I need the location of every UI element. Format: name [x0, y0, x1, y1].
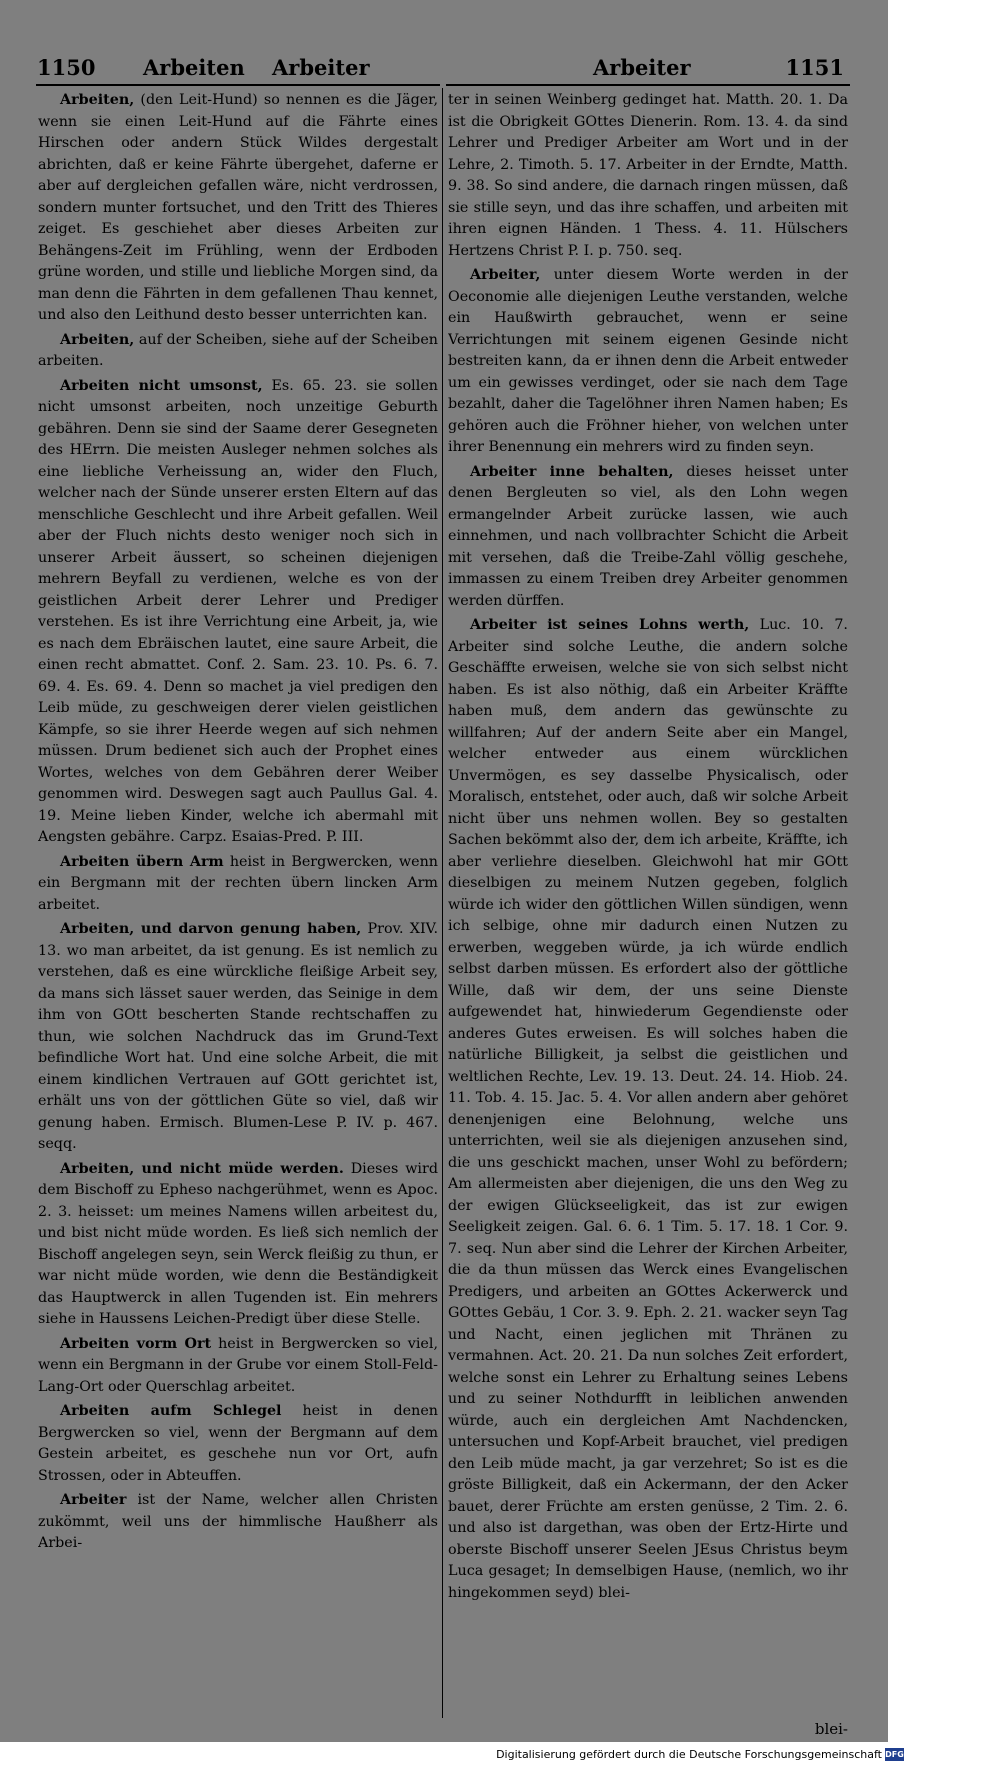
entry	[38, 1334, 438, 1399]
entry	[38, 376, 438, 849]
entry-text: heist in Bergwercken so viel, wenn ein Bergmann in der Grube vor einem Stoll-Feld-Lang-Ort oder Querschlag arbeitet.	[38, 1335, 438, 1395]
entry-headword: Arbeiten vorm Ort	[60, 1335, 212, 1352]
entry-continuation	[448, 90, 848, 262]
entry-text: dieses heisset unter denen Bergleuten so viel, als den Lohn wegen ermangelnder Arbeit zurücke lassen, wie auch einnehmen, und nach vollbrachter Schicht die Arbeit mit versehen, daß die Treibe-Zahl völlig geschehe, immassen zu einem Treiben drey Arbeiter genommen werden dürffen.	[448, 463, 848, 609]
header-keyword-right: Arbeiter	[593, 55, 691, 80]
entry	[38, 90, 438, 327]
entry-text: Dieses wird dem Bischoff zu Epheso nachgerühmet, wenn es Apoc. 2. 3. heisset: um meines Namens willen arbeitest du, und bist nicht müde worden. Es ließ sich nemlich der Bischoff angelegen seyn, sein Werck fleißig zu thun, er war nicht müde worden, wie denn die Beständigkeit das Hauptwerck in allen Tugenden ist. Ein mehrers siehe in Haussens Leichen-Predigt über diese Stelle.	[38, 1160, 438, 1327]
entry-text: (den Leit-Hund) so nennen es die Jäger, wenn sie einen Leit-Hund auf die Fährte eines Hirschen oder andern Stück Wildes dergestalt abrichten, daß er keine Fährte übergehet, daferne er aber auf dergleichen gefallen wäre, nicht verdrossen, sondern munter fortsuchet, und den Tritt des Thieres zeiget. Es geschiehet aber dieses Arbeiten zur Behängens-Zeit im Frühling, wenn der Erdboden grüne worden, und stille und liebliche Morgen sind, da man denn die Fährten in dem gefallenen Thau kennet, und also den Leithund desto besser unterrichten kan.	[38, 92, 438, 323]
entry	[38, 1159, 438, 1331]
entry-text: heist in Bergwercken, wenn ein Bergmann mit der rechten übern lincken Arm arbeitet.	[38, 853, 438, 913]
entry-text: Prov. XIV. 13. wo man arbeitet, da ist genung. Es ist nemlich zu verstehen, daß es eine würckliche fleißige Arbeit sey, da mans sich lässet sauer werden, das Seinige in dem ihm von GOtt bescherten Stande rechtschaffen zu thun, wie solchen Nachdruck das im Grund-Text befindliche Wort hat. Und eine solche Arbeit, die mit einem kindlichen Vertrauen auf GOtt gerichtet ist, erhält uns von der göttlichen Güte so viel, daß wir genung haben. Ermisch. Blumen-Lese P. IV. p. 467. seqq.	[38, 921, 438, 1152]
entry-text: Es. 65. 23. sie sollen nicht umsonst arbeiten, noch unzeitige Geburth gebähren. Denn sie sind der Saame derer Gesegneten des HErrn. Die meisten Ausleger nehmen solches als eine liebliche Verheissung an, wider den Fluch, welcher nach der Sünde unserer ersten Eltern auf das menschliche Geschlecht und ihre Arbeit gefallen. Weil aber der Fluch nichts desto weniger noch sich in unserer Arbeit äussert, so scheinen diejenigen mehrern Beyfall zu verdienen, welche es von der geistlichen Arbeit derer Lehrer und Prediger verstehen. Es ist ihre Verrichtung eine Arbeit, ja, wie es nach dem Ebräischen lautet, eine saure Arbeit, die einen recht abmattet. Conf. 2. Sam. 23. 10. Ps. 6. 7. 69. 4. Es. 69. 4. Denn so machet ja viel predigen den Leib müde, zu geschweigen derer vielen geistlichen Kämpfe, so sie ihrer Heerde wegen auf sich nehmen müssen. Drum bedienet sich auch der Prophet eines Wortes, welches von dem Gebähren derer Weiber genommen wird. Deswegen sagt auch Paullus Gal. 4. 19. Meine lieben Kinder, welche ich abermahl mit Aengsten gebähre. Carpz. Esaias-Pred. P. III.	[38, 377, 438, 845]
entry	[38, 919, 438, 1156]
page-number-left: 1150	[37, 55, 96, 80]
column-divider	[442, 88, 443, 1718]
entry	[448, 615, 848, 1604]
header-keyword-left-1: Arbeiten	[143, 55, 245, 80]
entry-text: ter in seinen Weinberg gedinget hat. Matth. 20. 1. Da ist die Obrigkeit GOttes Dienerin. Rom. 13. 4. da sind Lehrer und Prediger Arbeiter am Wort und in der Lehre, 2. Timoth. 5. 17. Arbeiter in der Erndte, Matth. 9. 38. So sind andere, die darnach ringen müssen, daß sie stille seyn, und das ihre schaffen, und arbeiten mit ihren eignen Händen. 1 Thess. 4. 11. Hülschers Hertzens Christ P. I. p. 750. seq.	[448, 92, 848, 259]
entry	[38, 852, 438, 917]
entry-text: ist der Name, welcher allen Christen zukömmt, weil uns der himmlische Haußherr als Arbei-	[38, 1492, 438, 1551]
entry-headword: Arbeiter	[60, 1492, 127, 1508]
entry-headword: Arbeiter,	[470, 267, 541, 283]
entry-headword: Arbeiter ist seines Lohns werth,	[470, 617, 750, 633]
entry-headword: Arbeiten nicht umsonst,	[60, 377, 263, 394]
entry	[448, 462, 848, 613]
header-rule-right	[446, 84, 850, 86]
entry-text: Luc. 10. 7. Arbeiter sind solche Leuthe, die andern solche Geschäffte erweisen, welche sie von sich selbst nicht haben. Es ist also nöthig, daß ein Arbeiter Kräffte haben muß, dem andern das gewünschte zu willfahren; Auf der andern Seite aber ein Mangel, welcher entweder aus einem würcklichen Unvermögen, es sey dasselbe Physicalisch, oder Moralisch, entstehet, oder auch, daß wir solche Arbeit nicht über uns nehmen wollen. Bey so gestalten Sachen bekömmt also der, dem ich arbeite, Kräffte, ich aber verliehre dieselben. Gleichwohl hat mir GOtt dieselbigen zu meinem Nutzen gegeben, folglich würde ich wider den göttlichen Willen sündigen, wenn ich selbige, ohne mir dadurch einen Nutzen zu erwerben, weggeben würde, ja ich würde endlich selbst darben müssen. Es erfordert also der göttliche Wille, daß wir dem, der uns seine Dienste aufgewendet hat, hinwiederum Gegendienste oder anderes Gutes erweisen. Es will solches haben die natürliche Billigkeit, ja selbst die geistlichen und weltlichen Rechte, Lev. 19. 13. Deut. 24. 14. Hiob. 24. 11. Tob. 4. 15. Jac. 5. 4. Vor allen andern aber gehöret denenjenigen eine Belohnung, welche uns unterrichten, weil sie als diejenigen anzusehen sind, die uns geschickt machen, unser Wohl zu befördern; Am allermeisten aber diejenigen, die uns den Weg zu der ewigen Glückseeligkeit, das ist zur ewigen Seeligkeit zeigen. Gal. 6. 6. 1 Tim. 5. 17. 18. 1 Cor. 9. 7. seq. Nun aber sind die Lehrer der Kirchen Arbeiter, die da thun müssen das Werck eines Evangelischen Predigers, und arbeiten an GOttes Ackerwerck und GOttes Gebäu, 1 Cor. 3. 9. Eph. 2. 21. wacker seyn Tag und Nacht, einen jeglichen mit Thränen zu vermahnen. Act. 20. 21. Da nun solches Zeit erfordert, welche sonst ein Lehrer zu Erhaltung seines Lebens und zu seiner Nothdurfft in leiblichen anwenden würde, auch ein dergleichen Amt Nachdencken, untersuchen und Kopf-Arbeit brauchet, viel predigen den Leib müde macht, ja gar verzehret; So ist es die gröste Billigkeit, daß ein Ackermann, der den Acker bauet, derer Früchte am ersten genüsse, 2 Tim. 2. 6. und also ist dargethan, was oben der Ertz-Hirte und oberste Bischoff unserer Seelen JEsus Christus beym Luca gesaget; In demselbigen Hause, (nemlich, wo ihr hingekommen seyd) blei-	[448, 617, 848, 1601]
entry	[38, 1401, 438, 1487]
dfg-logo: DFG	[885, 1750, 904, 1759]
entry-headword: Arbeiten aufm Schlegel	[60, 1403, 282, 1419]
entry-headword: Arbeiten übern Arm	[60, 853, 224, 870]
left-column	[38, 90, 438, 1720]
footer-bar	[0, 1744, 1000, 1766]
funding-notice: Digitalisierung gefördert durch die Deutsche Forschungsgemeinschaft	[496, 1748, 882, 1761]
entry-headword: Arbeiten,	[60, 92, 135, 108]
entry	[38, 1490, 438, 1555]
entry-headword: Arbeiten,	[60, 331, 135, 348]
catchword: blei-	[814, 1720, 848, 1738]
entry-headword: Arbeiten, und nicht müde werden.	[60, 1160, 344, 1177]
header-rule-left	[36, 84, 440, 86]
page-number-right: 1151	[785, 55, 844, 80]
entry-headword: Arbeiter inne behalten,	[470, 463, 674, 480]
header-keyword-left-2: Arbeiter	[272, 55, 370, 80]
entry-text: heist in denen Bergwercken so viel, wenn der Bergmann auf dem Gestein arbeitet, es geschehe nun vor Ort, aufn Strossen, oder in Abteuffen.	[38, 1403, 438, 1484]
right-column	[448, 90, 848, 1720]
entry	[38, 330, 438, 373]
entry-headword: Arbeiten, und darvon genung haben,	[60, 921, 362, 937]
entry	[448, 265, 848, 459]
entry-text: auf der Scheiben, siehe auf der Scheiben arbeiten.	[38, 331, 438, 369]
entry-text: unter diesem Worte werden in der Oeconomie alle diejenigen Leuthe verstanden, welche ein Haußwirth gebrauchet, wenn er seine Verrichtungen mit seinem eigenen Gesinde nicht bestreiten kann, da er ihnen denn die Arbeit entweder um ein gewisses verdinget, oder sie nach dem Tage bezahlt, daher die Tagelöhner ihren Namen haben; Es gehören auch die Fröhner hieher, von welchen unter ihrer Benennung ein mehrers wird zu finden seyn.	[448, 267, 848, 455]
